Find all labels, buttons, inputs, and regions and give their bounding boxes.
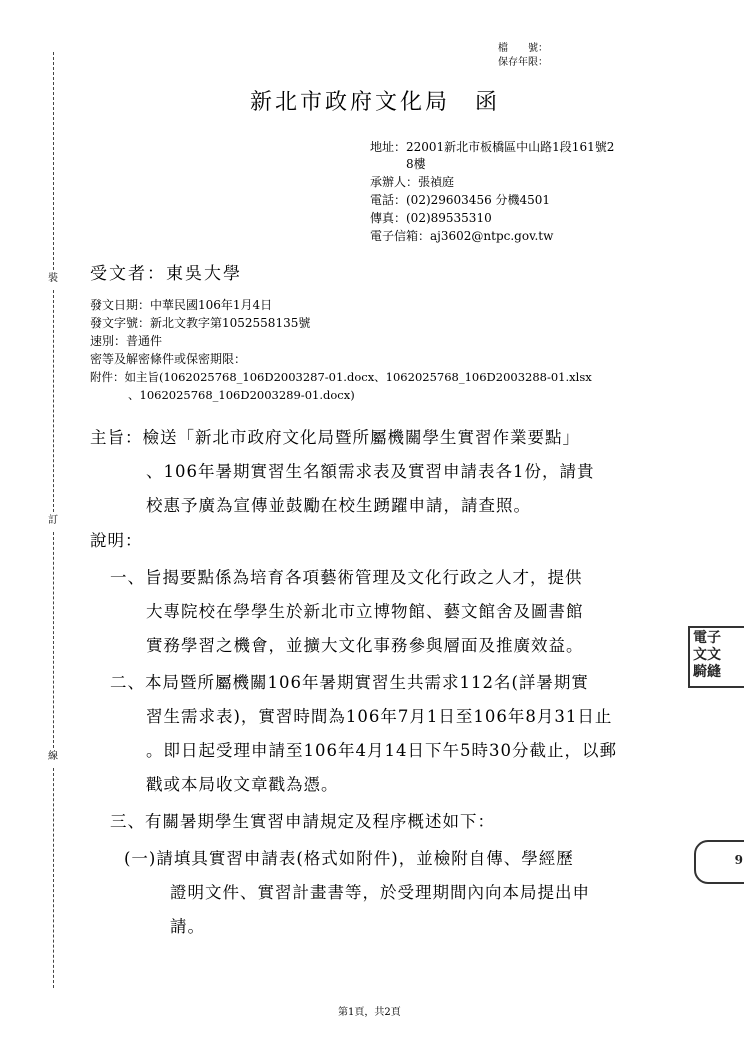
item2-line-4: 戳或本局收文章戳為憑。 xyxy=(146,775,339,794)
item2-line-1: 二、本局暨所屬機關106年暑期實習生共需求112名(詳暑期實 xyxy=(110,673,589,692)
explanation-label: 說明： xyxy=(90,531,143,550)
item3-line-1: 三、有關暑期學生實習申請規定及程序概述如下： xyxy=(110,812,495,831)
item1-line-1: 一、旨揭要點係為培育各項藝術管理及文化行政之人才，提供 xyxy=(110,568,583,587)
delivery-speed: 速別：普通件 xyxy=(90,334,163,348)
binding-mark-xian: 線 xyxy=(48,751,58,762)
contact-address-1: 地址：22001新北市板橋區中山路1段161號2 xyxy=(370,140,615,154)
sub1-line-1: (一)請填具實習申請表(格式如附件)，並檢附自傳、學經歷 xyxy=(124,849,574,868)
contact-phone: 電話：(02)29603456 分機4501 xyxy=(370,193,551,207)
recipient: 受文者：東吳大學 xyxy=(90,264,242,284)
binding-mark-ding: 訂 xyxy=(48,515,58,526)
page-footer: 第1頁，共2頁 xyxy=(338,1007,401,1018)
attachments-line-1: 附件：如主旨(1062025768_106D2003287-01.docx、1062025768_106D2003288-01.xlsx xyxy=(90,370,592,384)
document-title: 新北市政府文化局 函 xyxy=(250,90,501,115)
binding-line-bottom xyxy=(53,768,54,988)
binding-line-mid1 xyxy=(53,290,54,512)
archive-number-label: 檔 號： xyxy=(498,43,548,54)
contact-fax: 傳真：(02)89535310 xyxy=(370,211,492,225)
sub1-line-2: 證明文件、實習計畫書等，於受理期間內向本局提出申 xyxy=(170,883,590,902)
binding-line-mid2 xyxy=(53,532,54,748)
subject-line-2: 、106年暑期實習生名額需求表及實習申請表各1份，請貴 xyxy=(146,462,595,481)
issue-date: 發文日期：中華民國106年1月4日 xyxy=(90,298,273,312)
seam-stamp: 電子 文文 騎縫 xyxy=(688,626,744,688)
item2-line-2: 習生需求表)，實習時間為106年7月1日至106年8月31日止 xyxy=(146,707,613,726)
sub1-line-3: 請。 xyxy=(170,917,205,936)
retention-period-label: 保存年限： xyxy=(498,57,548,68)
contact-address-2: 8樓 xyxy=(406,157,426,171)
attachments-line-2: 、1062025768_106D2003289-01.docx) xyxy=(128,388,355,402)
seam-stamp-partial: 9 xyxy=(694,840,744,884)
subject-line-1: 主旨：檢送「新北市政府文化局暨所屬機關學生實習作業要點」 xyxy=(90,428,580,447)
item2-line-3: 。即日起受理申請至106年4月14日下午5時30分截止，以郵 xyxy=(146,741,617,760)
contact-officer: 承辦人：張禎庭 xyxy=(370,175,455,189)
binding-line-top xyxy=(53,52,54,270)
subject-line-3: 校惠予廣為宣傳並鼓勵在校生踴躍申請，請查照。 xyxy=(146,496,531,515)
secrecy-level: 密等及解密條件或保密期限： xyxy=(90,352,247,366)
binding-mark-zhuang: 裝 xyxy=(48,273,58,284)
contact-email: 電子信箱：aj3602@ntpc.gov.tw xyxy=(370,229,554,243)
item1-line-2: 大專院校在學學生於新北市立博物館、藝文館舍及圖書館 xyxy=(146,602,584,621)
issue-number: 發文字號：新北文教字第1052558135號 xyxy=(90,316,311,330)
item1-line-3: 實務學習之機會，並擴大文化事務參與層面及推廣效益。 xyxy=(146,636,584,655)
